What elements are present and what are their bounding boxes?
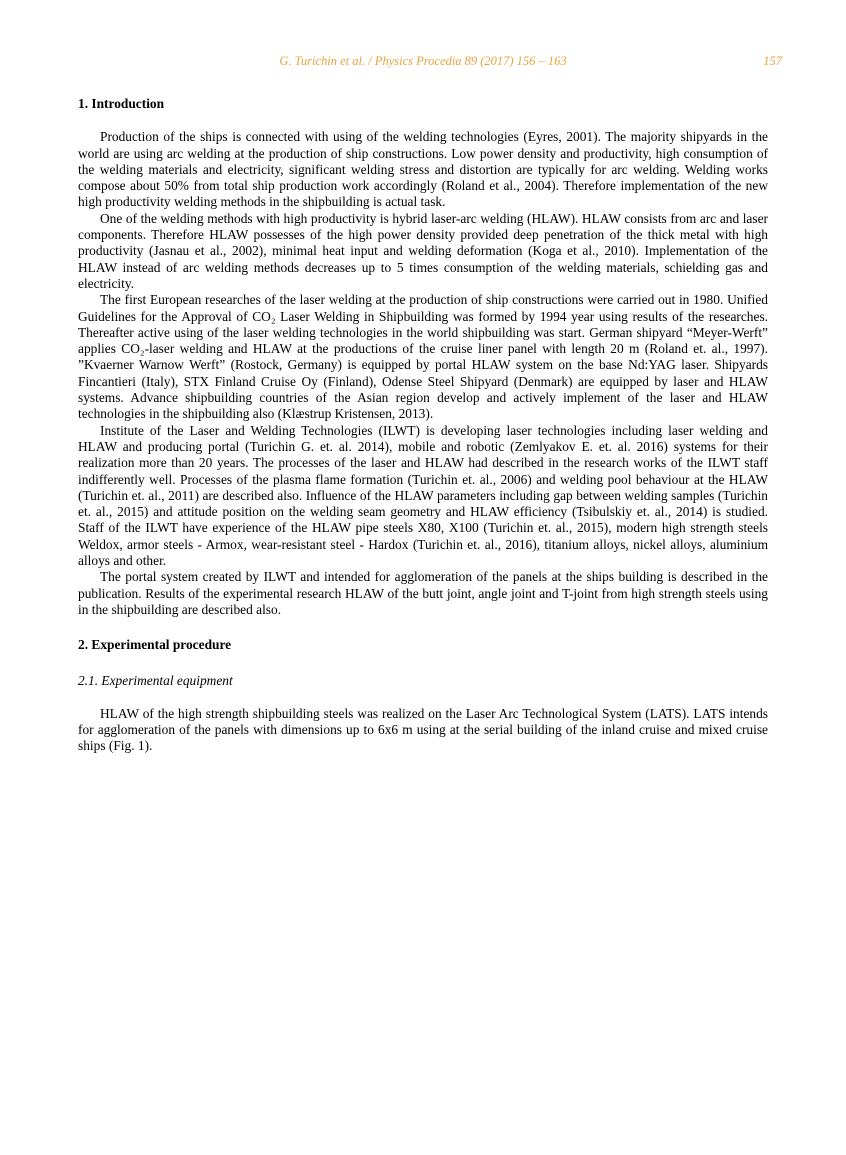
subsection-heading-experimental-equipment: 2.1. Experimental equipment [78,672,233,688]
running-title: G. Turichin et al. / Physics Procedia 89 (2017) 156 – 163 [279,54,567,68]
page-number: 157 [763,54,782,68]
page-header [78,54,782,70]
section-heading-introduction: 1. Introduction [78,96,165,111]
experimental-paragraph-1: HLAW of the high strength shipbuilding steels was realized on the Laser Arc Technological System (LATS). LATS intends for agglomeration of the panels with dimensions up to 6x6 m using at the serial building of the inland cruise and mixed cruise ships (Fig. 1). [78,705,768,754]
intro-paragraph-2: One of the welding methods with high productivity is hybrid laser-arc welding (HLAW). HLAW consists from arc and laser components. Therefore HLAW possesses of the high power density provided deep penetration of the thick metal with high productivity (Jasnau et al., 2002), minimal heat input and welding deformation (Koga et al., 2010). Implementation of the HLAW instead of arc welding methods decreases up to 5 times consumption of the welding materials, schielding gas and electricity. [78,210,768,291]
intro-paragraph-4: Institute of the Laser and Welding Technologies (ILWT) is developing laser technologies including laser welding and HLAW and producing portal (Turichin G. et. al. 2014), mobile and robotic (Zemlyakov E. et. al. 2016) systems for their realization more than 20 years. The processes of the laser and HLAW had described in the research works of the ILWT staff indifferently well. Processes of the plasma flame formation (Turichin et. al., 2006) and welding pool behaviour at the HLAW (Turichin et. al., 2011) are described also. Influence of the HLAW parameters including gap between welding samples (Turichin et. al., 2015) and attitude position on the welding seam geometry and HLAW efficiency (Tsibulskiy et. al., 2014) is studied. Staff of the ILWT have experience of the HLAW pipe steels X80, X100 (Turichin et. al., 2015), modern high strength steels Weldox, armor steels - Armox, wear-resistant steel - Hardox (Turichin et. al., 2016), titanium alloys, nickel alloys, aluminium alloys and other. [78,422,768,569]
intro-paragraph-1: Production of the ships is connected with using of the welding technologies (Eyres, 2001). The majority shipyards in the world are using arc welding at the production of ship constructions. Low power density and productivity, high consumption of the welding materials and electricity, significant welding stress and distortion are typically for arc welding. Welding works compose about 50% from total ship production work accordingly (Roland et al., 2004). Therefore implementation of the new high productivity welding methods in the shipbuilding is actual task. [78,129,768,210]
section-heading-experimental-procedure: 2. Experimental procedure [78,637,232,653]
page-content [78,96,768,755]
intro-paragraph-5: The portal system created by ILWT and intended for agglomeration of the panels at the ships building is described in the publication. Results of the experimental research HLAW of the butt joint, angle joint and T-joint from high strength steels using in the shipbuilding are described also. [78,569,768,617]
intro-paragraph-3: The first European researches of the laser welding at the production of ship constructions were carried out in 1980. Unified Guidelines for the Approval of CO₂ Laser Welding in Shipbuilding was formed by 1994 year using results of the researches. Thereafter active using of the laser welding technologies in the world shipbuilding was start. German shipyard “Meyer-Werft” applies CO₂-laser welding and HLAW at the productions of the cruise liner panel with length 20 m (Roland et. al., 1997). ”Kvaerner Warnow Werft” (Rostock, Germany) is equipped by portal HLAW system on the base Nd:YAG laser. Shipyards Fincantieri (Italy), STX Finland Cruise Oy (Finland), Odense Steel Shipyard (Denmark) are equipped by laser and HLAW systems. Advance shipbuilding countries of the Asian region develop and actively implement of the laser and HLAW technologies in the shipbuilding also (Klæstrup Kristensen, 2013). [78,292,768,422]
